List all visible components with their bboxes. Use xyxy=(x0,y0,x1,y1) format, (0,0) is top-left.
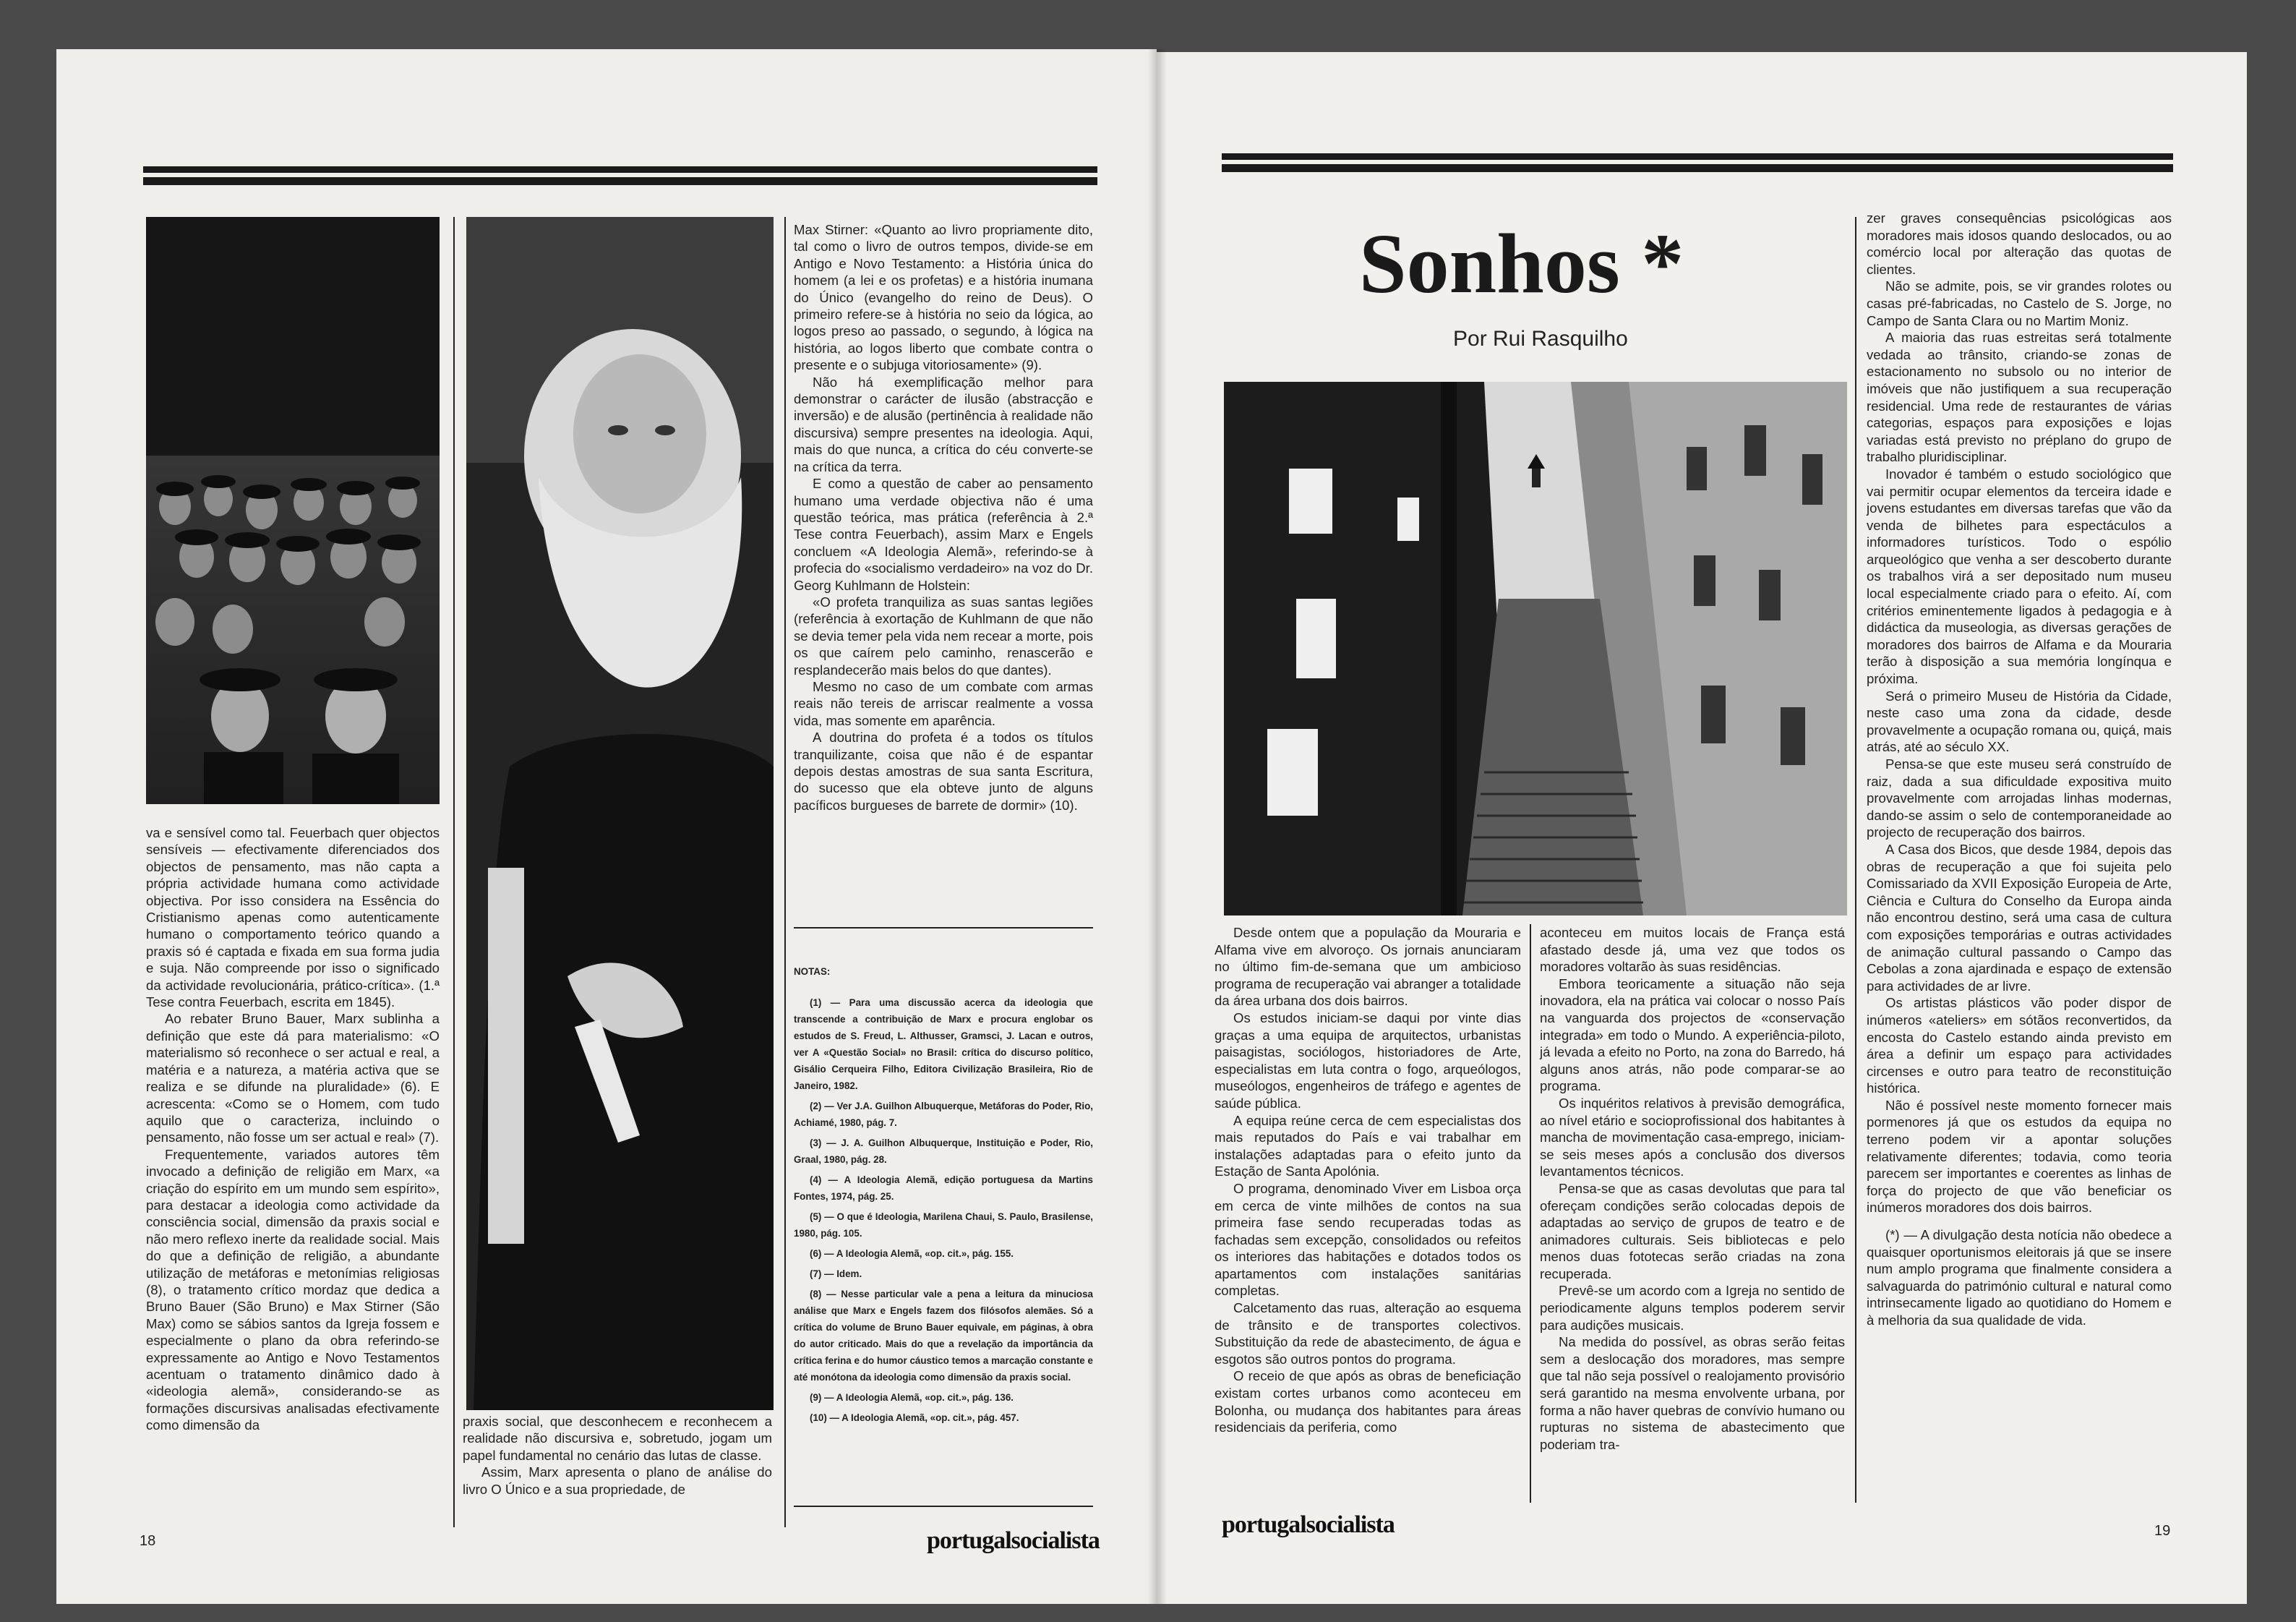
marx-portrait-photo xyxy=(466,217,774,1410)
paragraph: Não se admite, pois, se vir grandes rolotes ou casas pré-fabricadas, no Castelo de S. Jorge, no Campo de Santa Clara ou no Martim Moniz. xyxy=(1867,278,2172,328)
paragraph: A Casa dos Bicos, que desde 1984, depois das obras de recuperação a que foi sujeita pelo Comissariado da XVII Exposição Europeia de Arte, Ciência e Cultura do Conselho da Europa ainda não encontrou destino, será uma casa de cultura com exposições temporárias e outras actividades de animação cultural passando o Campo das Cebolas a zona ajardinada e espaço de extensão para actividades de ar livre. xyxy=(1867,841,2172,994)
paragraph: aconteceu em muitos locais de França está afastado desde já, uma vez que todos os moradores voltarão às suas residências. xyxy=(1540,925,1845,975)
right-column-1 xyxy=(1215,924,1521,1436)
note-item: (9) — A Ideologia Alemã, «op. cit.», pág. 136. xyxy=(810,1392,1014,1403)
right-column-2 xyxy=(1540,924,1845,1453)
right-column-rule-2 xyxy=(1855,217,1856,1503)
paragraph: Pensa-se que as casas devolutas que para tal ofereçam condições serão colocadas depois de adaptadas ao serviço de grupos de teatro e de animadores culturais. Seis bibliotecas e pelo menos duas fototecas serão criadas na zona recuperada. xyxy=(1540,1180,1845,1281)
paragraph: Max Stirner: «Quanto ao livro propriamente dito, tal como o livro de outros tempos, divide-se em Antigo e Novo Testamento: a História única do homem (a lei e os profetas) e a história inumana do Único (evangelho do reino de Deus). O primeiro refere-se à história no seio da lógica, ao logos preso ao passado, o segundo, à lógica na história, ao logos liberto que combate contra o presente e o subjuga vitoriosamente» (9). xyxy=(794,222,1093,373)
note-item: (2) — Ver J.A. Guilhon Albuquerque, Metáforas do Poder, Rio, Achiamé, 1980, pág. 7. xyxy=(794,1101,1093,1128)
paragraph: Calcetamento das ruas, alteração ao esquema de trânsito e de transportes colectivos. Substituição da rede de abastecimento, de água e esgotos são outros pontos do programa. xyxy=(1215,1300,1521,1367)
paragraph: zer graves consequências psicológicas aos moradores mais idosos quando deslocados, ou ao comércio local por alteração das quotas de clientes. xyxy=(1867,210,2172,277)
paragraph: Embora teoricamente a situação não seja inovadora, ela na prática vai colocar o nosso País na vanguarda dos projectos de «conservação integrada» em todo o Mundo. A experiência-piloto, já levada a efeito no Porto, na zona do Barredo, há alguns anos atrás, não pode comparar-se ao programa. xyxy=(1540,976,1845,1094)
left-header-bars xyxy=(143,166,1097,185)
paragraph: A doutrina do profeta é a todos os títulos tranquilizante, coisa que não é de espantar depois destas amostras de sua santa Escritura, do sucesso que ela obteve junto de alguns pacíficos burgueses de barrete de dormir» (10). xyxy=(794,730,1093,813)
paragraph: Ao rebater Bruno Bauer, Marx sublinha a definição que este dá para materialismo: «O materialismo só reconhece o ser actual e real, a matéria e a natureza, a matéria activa que se realiza e se difunde na pluralidade» (6). E acrescenta: «Como se o Homem, com tudo aquilo que o caracteriza, incluindo o pensamento, não fosse um ser actual e real» (7). xyxy=(146,1011,440,1145)
note-item: (4) — A Ideologia Alemã, edição portuguesa da Martins Fontes, 1974, pág. 25. xyxy=(794,1174,1093,1202)
right-header-bars xyxy=(1222,153,2173,172)
paragraph: O programa, denominado Viver em Lisboa orça em cerca de vinte milhões de contos na sua primeira fase sendo recuperadas todas as fachadas sem excepção, consolidados ou refeitos os interiores das habitações e dotados todos os apartamentos com instalações sanitárias completas. xyxy=(1215,1180,1521,1299)
page-fold xyxy=(1148,49,1167,1604)
paragraph: E como a questão de caber ao pensamento humano uma verdade objectiva não é uma questão teórica, mas prática (referência à 2.ª Tese contra Feuerbach), assim Marx e Engels concluem «A Ideologia Alemã», referindo-se à profecia do «socialismo verdadeiro» na voz do Dr. Georg Kuhlmann de Holstein: xyxy=(794,476,1093,593)
paragraph: A equipa reúne cerca de cem especialistas dos mais reputados do País e vai trabalhar em instalações adaptadas para o efeito junto da Estação de Santa Apolónia. xyxy=(1215,1112,1521,1179)
footnote: (*) — A divulgação desta notícia não obedece a quaisquer oportunismos eleitorais já que se insere num amplo programa que finalmente considera a salvaguarda do património cultural e natural como intrinsecamente ligado ao quotidiano do Homem e à melhoria da sua qualidade de vida. xyxy=(1867,1227,2172,1328)
notes-section xyxy=(794,963,1093,1430)
paragraph: O receio de que após as obras de beneficiação existam cortes urbanos como aconteceu em Bolonha, ou mudança dos habitantes para áreas residenciais da periferia, como xyxy=(1215,1368,1521,1435)
paragraph: Não há exemplificação melhor para demonstrar o carácter de ilusão (abstracção e inversão) e de alusão (pertinência à realidade não discursiva) sempre presentes na ideologia. Aqui, mais do que nunca, a crítica do céu converte-se na crítica da terra. xyxy=(794,374,1093,474)
article-title: Sonhos * xyxy=(1359,216,1684,311)
left-column-rule-1 xyxy=(453,217,455,1527)
left-column-1 xyxy=(146,824,440,1434)
paragraph: Na medida do possível, as obras serão feitas sem a deslocação dos moradores, mas sempre que tal não seja possível o realojamento provisório será garantido na mesma envolvente urbana, por forma a não haver quebras de convívio humano ou rupturas no sistema de abastecimento que poderiam tra- xyxy=(1540,1334,1845,1452)
paragraph: Inovador é também o estudo sociológico que vai permitir ocupar elementos da terceira idade e jovens estudantes em diversas tarefas que vão da venda de bilhetes para espectáculos a informadores turísticos. Todo o espólio arqueológico que venha a ser descoberto durante os trabalhos virá a ser depositado num museu local especialmente criado para o efeito. Aí, com critérios eminentemente ligados à pedagogia e à didáctica da museologia, as diversas gerações de moradores dos bairros de Alfama e da Mouraria terão à disposição a sua memória longínqua e próxima. xyxy=(1867,466,2172,687)
left-column-rule-2 xyxy=(784,217,786,1527)
alfama-street-photo xyxy=(1224,382,1847,915)
note-item: (1) — Para uma discussão acerca da ideologia que transcende a contribuição de Marx e procura englobar os estudos de S. Freud, L. Althusser, Gramsci, J. Lacan e outros, ver A «Questão Social» no Brasil: crítica do discurso político, Gisálio Cerqueira Filho, Editora Civilização Brasileira, Rio de Janeiro, 1982. xyxy=(794,997,1093,1091)
note-item: (7) — Idem. xyxy=(810,1268,862,1279)
brand-logo-left: portugalsocialista xyxy=(927,1527,1100,1554)
left-column-3 xyxy=(794,221,1093,814)
paragraph: praxis social, que desconhecem e reconhecem a realidade não discursiva e, sobretudo, jogam um papel fundamental no cenário das lutas de classe. xyxy=(463,1414,772,1463)
brand-logo-right: portugalsocialista xyxy=(1222,1511,1395,1538)
paragraph: Assim, Marx apresenta o plano de análise do livro O Único e a sua propriedade, de xyxy=(463,1464,772,1497)
paragraph: Prevê-se um acordo com a Igreja no sentido de periodicamente alguns templos poderem servir para audições musicais. xyxy=(1540,1283,1845,1333)
note-item: (10) — A Ideologia Alemã, «op. cit.», pág. 457. xyxy=(810,1412,1019,1423)
paragraph: Os artistas plásticos vão poder dispor de inúmeros «ateliers» em sótãos reconvertidos, da encosta do Castelo estando ainda previsto em área a definir um espaço para actividades circenses e outro para teatro de reconstituição histórica. xyxy=(1867,995,2172,1096)
note-item: (6) — A Ideologia Alemã, «op. cit.», pág. 155. xyxy=(810,1248,1014,1259)
paragraph: Mesmo no caso de um combate com armas reais não tereis de arriscar realmente a vossa vida, mas somente em aparência. xyxy=(794,678,1093,728)
article-byline: Por Rui Rasquilho xyxy=(1453,327,1628,351)
right-column-3 xyxy=(1867,210,2172,1329)
paragraph: Os estudos iniciam-se daqui por vinte dias graças a uma equipa de arquitectos, urbanistas paisagistas, sociólogos, historiadores de Arte, especialistas em luta contra o fogo, arqueólogos, museólogos, engenheiros de tráfego e agentes de saúde pública. xyxy=(1215,1010,1521,1111)
paragraph: Desde ontem que a população da Mouraria e Alfama vive em alvoroço. Os jornais anunciaram no último fim-de-semana que um ambicioso programa de recuperação vai abranger a totalidade da área urbana dos dois bairros. xyxy=(1215,925,1521,1009)
paragraph: Será o primeiro Museu de História da Cidade, neste caso uma zona da cidade, desde provavelmente a ocupação romana ou, quiçá, mais atrás, até ao século XX. xyxy=(1867,688,2172,755)
notes-top-rule xyxy=(794,927,1093,929)
note-item: (5) — O que é Ideologia, Marilena Chaui, S. Paulo, Brasilense, 1980, pág. 105. xyxy=(794,1211,1093,1239)
paragraph: Pensa-se que este museu será construído de raiz, dada a sua dificuldade expositiva muito provavelmente com arrojadas linhas modernas, dando-se assim o selo de contemporaneidade ao projecto de recuperação dos bairros. xyxy=(1867,756,2172,840)
paragraph: Não é possível neste momento fornecer mais pormenores já que os estudos da equipa no terreno podem vir a apontar soluções relativamente diferentes; todavia, como teoria parecem ser importantes e coerentes as linhas de força do projecto de que vão beneficiar os inúmeros moradores dos dois bairros. xyxy=(1867,1097,2172,1216)
notes-heading: NOTAS: xyxy=(794,966,831,977)
paragraph: «O profeta tranquiliza as suas santas legiões (referência à exortação de Kuhlmann de que não se devia temer pela vida nem recear a morte, pois os que caírem pelo caminho, renascerão e resplandecerão mais belos do que dantes). xyxy=(794,594,1093,678)
paragraph: va e sensível como tal. Feuerbach quer objectos sensíveis — efectivamente diferenciados dos objectos de pensamento, mas não capta a própria actividade humana como actividade objectiva. Por isso considera na Essência do Cristianismo apenas como autenticamente humano o comportamento teórico quando a praxis só é captada e fixada em sua forma judia e suja. Não compreende por isso o significado da actividade revolucionária, prático-crítica». (1.ª Tese contra Feuerbach, escrita em 1845). xyxy=(146,825,440,1010)
note-item: (8) — Nesse particular vale a pena a leitura da minuciosa análise que Marx e Engels fazem dos filósofos alemães. Só a crítica do volume de Bruno Bauer equivale, em páginas, à obra do autor criticado. Mais do que a revelação da importância da crítica ferina e do humor cáustico temos a marcação constante e até monótona da ideologia como dimensão da praxis social. xyxy=(794,1289,1093,1383)
notes-bottom-rule xyxy=(794,1506,1093,1507)
page-number-right: 19 xyxy=(2154,1523,2171,1539)
page-number-left: 18 xyxy=(140,1533,156,1549)
paragraph: Os inquéritos relativos à previsão demográfica, ao nível etário e socioprofissional dos habitantes à mancha de movimentação casa-emprego, iniciam-se seis meses após a conclusão dos diversos levantamentos técnicos. xyxy=(1540,1095,1845,1179)
right-column-rule-1 xyxy=(1530,924,1531,1503)
crowd-photo xyxy=(146,217,440,804)
left-column-2 xyxy=(463,1413,772,1498)
note-item: (3) — J. A. Guilhon Albuquerque, Instituição e Poder, Rio, Graal, 1980, pág. 28. xyxy=(794,1137,1093,1165)
paragraph: Frequentemente, variados autores têm invocado a definição de religião em Marx, «a criação do espírito em um mundo sem espírito», para destacar a ideologia como actividade da consciência social, dimensão da praxis social e não mero reflexo inerte da realidade social. Mais do que a definição de religião, a abundante utilização de metáforas e metonímias religiosas (8), o tratamento crítico mordaz que dedica a Bruno Bauer (São Bruno) e Max Stirner (São Max) como se sábios santos da Igreja fossem e especialmente o plano da obra referindo-se expressamente ao Antigo e Novo Testamentos acentuam o tratamento dinâmico dado à «ideologia alemã», considerando-se as formações discursivas analisadas efectivamente como dimensão da xyxy=(146,1146,440,1433)
paragraph: A maioria das ruas estreitas será totalmente vedada ao trânsito, criando-se zonas de estacionamento no subsolo ou no interior de imóveis que não justifiquem a sua recuperação residencial. Uma rede de restaurantes de várias categorias, espaços para exposições e lojas variadas está previsto no préplano do grupo de trabalho pluridisciplinar. xyxy=(1867,330,2172,465)
